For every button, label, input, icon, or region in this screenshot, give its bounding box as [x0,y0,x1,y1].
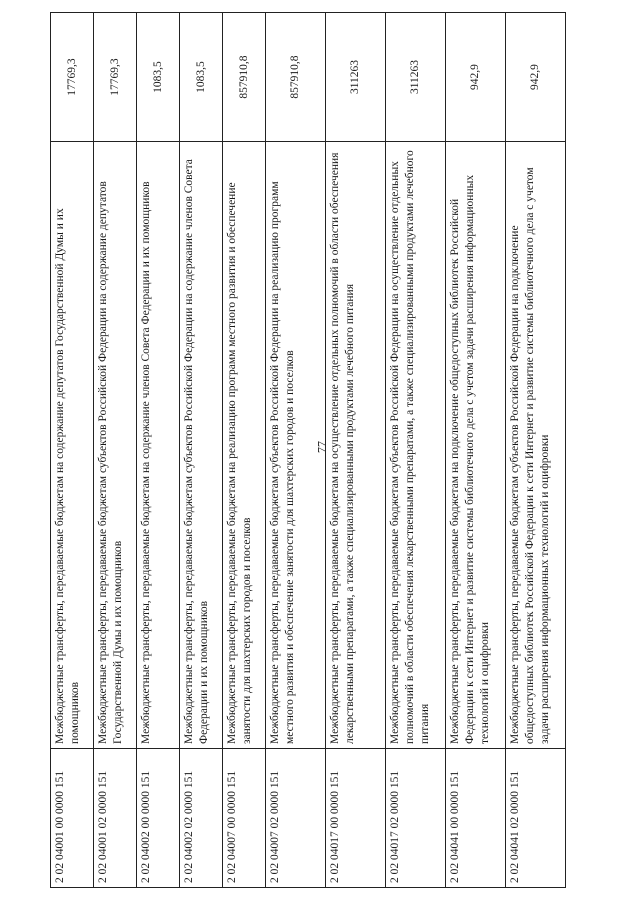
budget-code: 2 02 04017 02 0000 151 [386,749,446,888]
budget-amount: 311263 [326,13,386,142]
table-row [180,13,223,888]
budget-code: 2 02 04041 00 0000 151 [446,749,506,888]
budget-table [50,12,566,888]
budget-code: 2 02 04007 02 0000 151 [266,749,326,888]
budget-amount: 942,9 [446,13,506,142]
table-row [506,13,566,888]
budget-code: 2 02 04002 00 0000 151 [137,749,180,888]
budget-description: Межбюджетные трансферты, передаваемые бюджетам субъектов Российской Федерации на осуществление отдельных полномочий в области обеспечения лекарственными препаратами, а также специализированными продуктами лечебного питания [386,142,446,749]
budget-description: Межбюджетные трансферты, передаваемые бюджетам субъектов Российской Федерации на подключение общедоступных библиотек Российской Федерации к сети Интернет и развитие системы библиотечного дела с учетом задачи расширения информационных технологий и оцифровки [506,142,566,749]
budget-amount: 17769,3 [94,13,137,142]
budget-amount: 17769,3 [51,13,94,142]
budget-code: 2 02 04001 02 0000 151 [94,749,137,888]
table-row [386,13,446,888]
table-row [223,13,266,888]
budget-description: Межбюджетные трансферты, передаваемые бюджетам субъектов Российской Федерации на содержание депутатов Государственной Думы и их помощников [94,142,137,749]
budget-description: Межбюджетные трансферты, передаваемые бюджетам на реализацию программ местного развития и обеспечение занятости для шахтерских городов и поселков [223,142,266,749]
budget-description: Межбюджетные трансферты, передаваемые бюджетам на содержание депутатов Государственной Думы и их помощников [51,142,94,749]
table-row [266,13,326,888]
budget-amount: 1083,5 [137,13,180,142]
table-row [446,13,506,888]
page-number: 77 [314,441,329,453]
budget-code: 2 02 04002 02 0000 151 [180,749,223,888]
budget-table-wrap [50,40,551,888]
budget-code: 2 02 04007 00 0000 151 [223,749,266,888]
table-row [326,13,386,888]
budget-code: 2 02 04017 00 0000 151 [326,749,386,888]
budget-description: Межбюджетные трансферты, передаваемые бюджетам субъектов Российской Федерации на содержание членов Совета Федерации и их помощников [180,142,223,749]
budget-code: 2 02 04041 02 0000 151 [506,749,566,888]
budget-description: Межбюджетные трансферты, передаваемые бюджетам на осуществление отдельных полномочий в области обеспечения лекарственными препаратами, а также специализированными продуктами лечебного питания [326,142,386,749]
budget-description: Межбюджетные трансферты, передаваемые бюджетам на подключение общедоступных библиотек Российской Федерации к сети Интернет и развитие системы библиотечного дела с учетом задачи расширения информационных технологий и оцифровки [446,142,506,749]
budget-description: Межбюджетные трансферты, передаваемые бюджетам субъектов Российской Федерации на реализацию программ местного развития и обеспечение занятости для шахтерских городов и поселков [266,142,326,749]
table-row [94,13,137,888]
table-row [137,13,180,888]
budget-amount: 942,9 [506,13,566,142]
rotated-table-container [50,40,551,888]
table-row [51,13,94,888]
budget-amount: 857910,8 [223,13,266,142]
budget-code: 2 02 04001 00 0000 151 [51,749,94,888]
budget-amount: 1083,5 [180,13,223,142]
budget-amount: 857910,8 [266,13,326,142]
budget-amount: 311263 [386,13,446,142]
budget-description: Межбюджетные трансферты, передаваемые бюджетам на содержание членов Совета Федерации и их помощников [137,142,180,749]
